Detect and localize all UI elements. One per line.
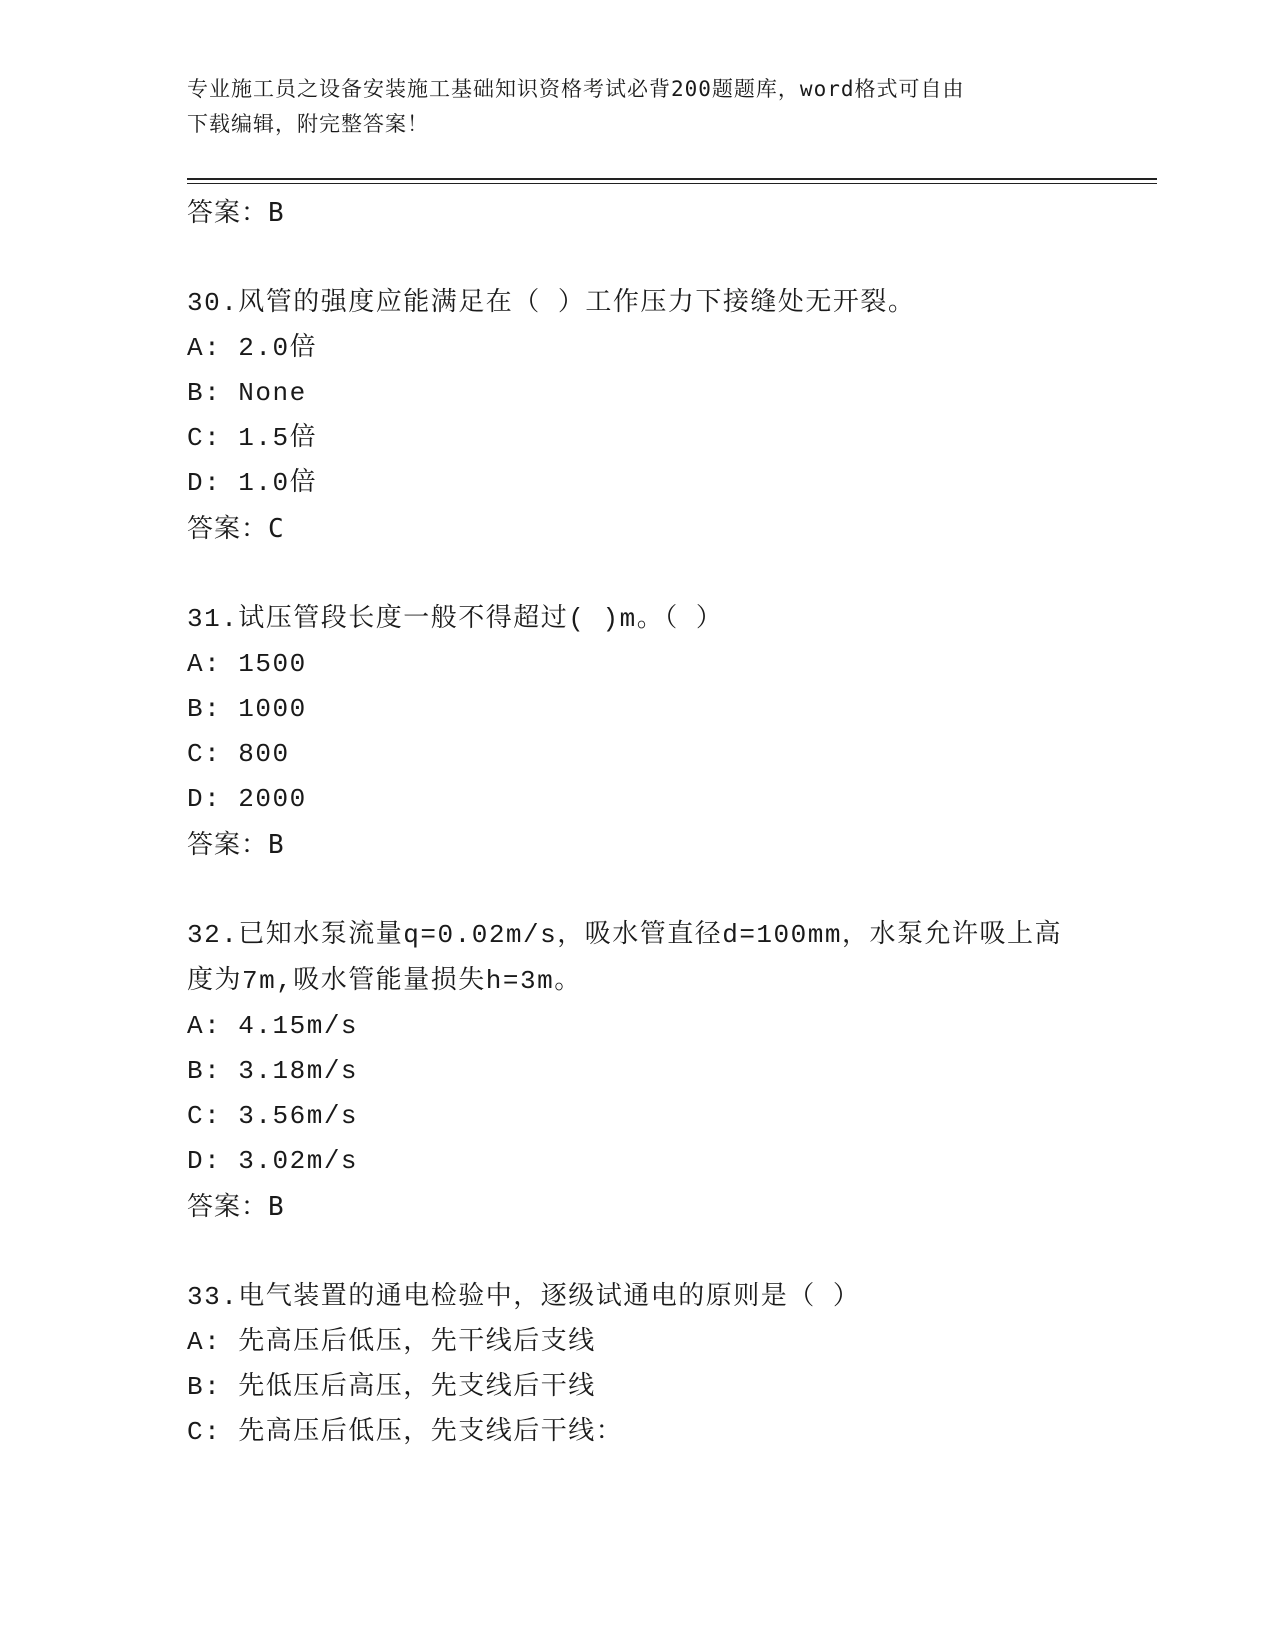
option-b: B: 1000 bbox=[187, 694, 307, 724]
question-text: 32.已知水泵流量q=0.02m/s，吸水管直径d=100mm，水泵允许吸上高度为7m,吸水管能量损失h=3m。 bbox=[187, 920, 1062, 996]
option-d: D: 1.0倍 bbox=[187, 468, 318, 498]
answer: 答案：B bbox=[187, 1192, 285, 1222]
answer: 答案：B bbox=[187, 830, 285, 860]
header-line-2: 下载编辑，附完整答案！ bbox=[187, 112, 429, 136]
option-a: A: 1500 bbox=[187, 649, 307, 679]
option-c: C: 先高压后低压，先支线后干线： bbox=[187, 1417, 624, 1447]
question-block-31 bbox=[187, 596, 1157, 868]
question-block-30 bbox=[187, 280, 1157, 552]
option-c: C: 1.5倍 bbox=[187, 423, 318, 453]
spacer bbox=[187, 552, 1157, 596]
option-d: D: 3.02m/s bbox=[187, 1146, 359, 1176]
spacer bbox=[187, 868, 1157, 912]
question-list bbox=[187, 190, 1157, 1455]
question-block-33 bbox=[187, 1274, 1157, 1455]
spacer bbox=[187, 236, 1157, 280]
previous-answer: 答案：B bbox=[187, 198, 285, 228]
option-c: C: 800 bbox=[187, 739, 290, 769]
question-text: 30.风管的强度应能满足在（ ）工作压力下接缝处无开裂。 bbox=[187, 288, 916, 318]
option-b: B: None bbox=[187, 378, 307, 408]
header-rule-thick bbox=[187, 178, 1157, 180]
spacer bbox=[187, 1230, 1157, 1274]
document-page bbox=[187, 0, 1157, 1650]
question-text: 31.试压管段长度一般不得超过( )m。（ ） bbox=[187, 604, 724, 634]
document-header bbox=[187, 72, 1067, 142]
option-b: B: 先低压后高压，先支线后干线 bbox=[187, 1372, 596, 1402]
header-rule-thin bbox=[187, 183, 1157, 184]
option-a: A: 2.0倍 bbox=[187, 333, 318, 363]
option-b: B: 3.18m/s bbox=[187, 1056, 359, 1086]
question-text: 33.电气装置的通电检验中，逐级试通电的原则是（ ） bbox=[187, 1282, 861, 1312]
option-d: D: 2000 bbox=[187, 784, 307, 814]
question-block-32 bbox=[187, 912, 1157, 1230]
answer: 答案：C bbox=[187, 514, 285, 544]
option-a: A: 先高压后低压，先干线后支线 bbox=[187, 1327, 596, 1357]
header-line-1: 专业施工员之设备安装施工基础知识资格考试必背200题题库，word格式可自由 bbox=[187, 77, 965, 101]
option-a: A: 4.15m/s bbox=[187, 1011, 359, 1041]
option-c: C: 3.56m/s bbox=[187, 1101, 359, 1131]
